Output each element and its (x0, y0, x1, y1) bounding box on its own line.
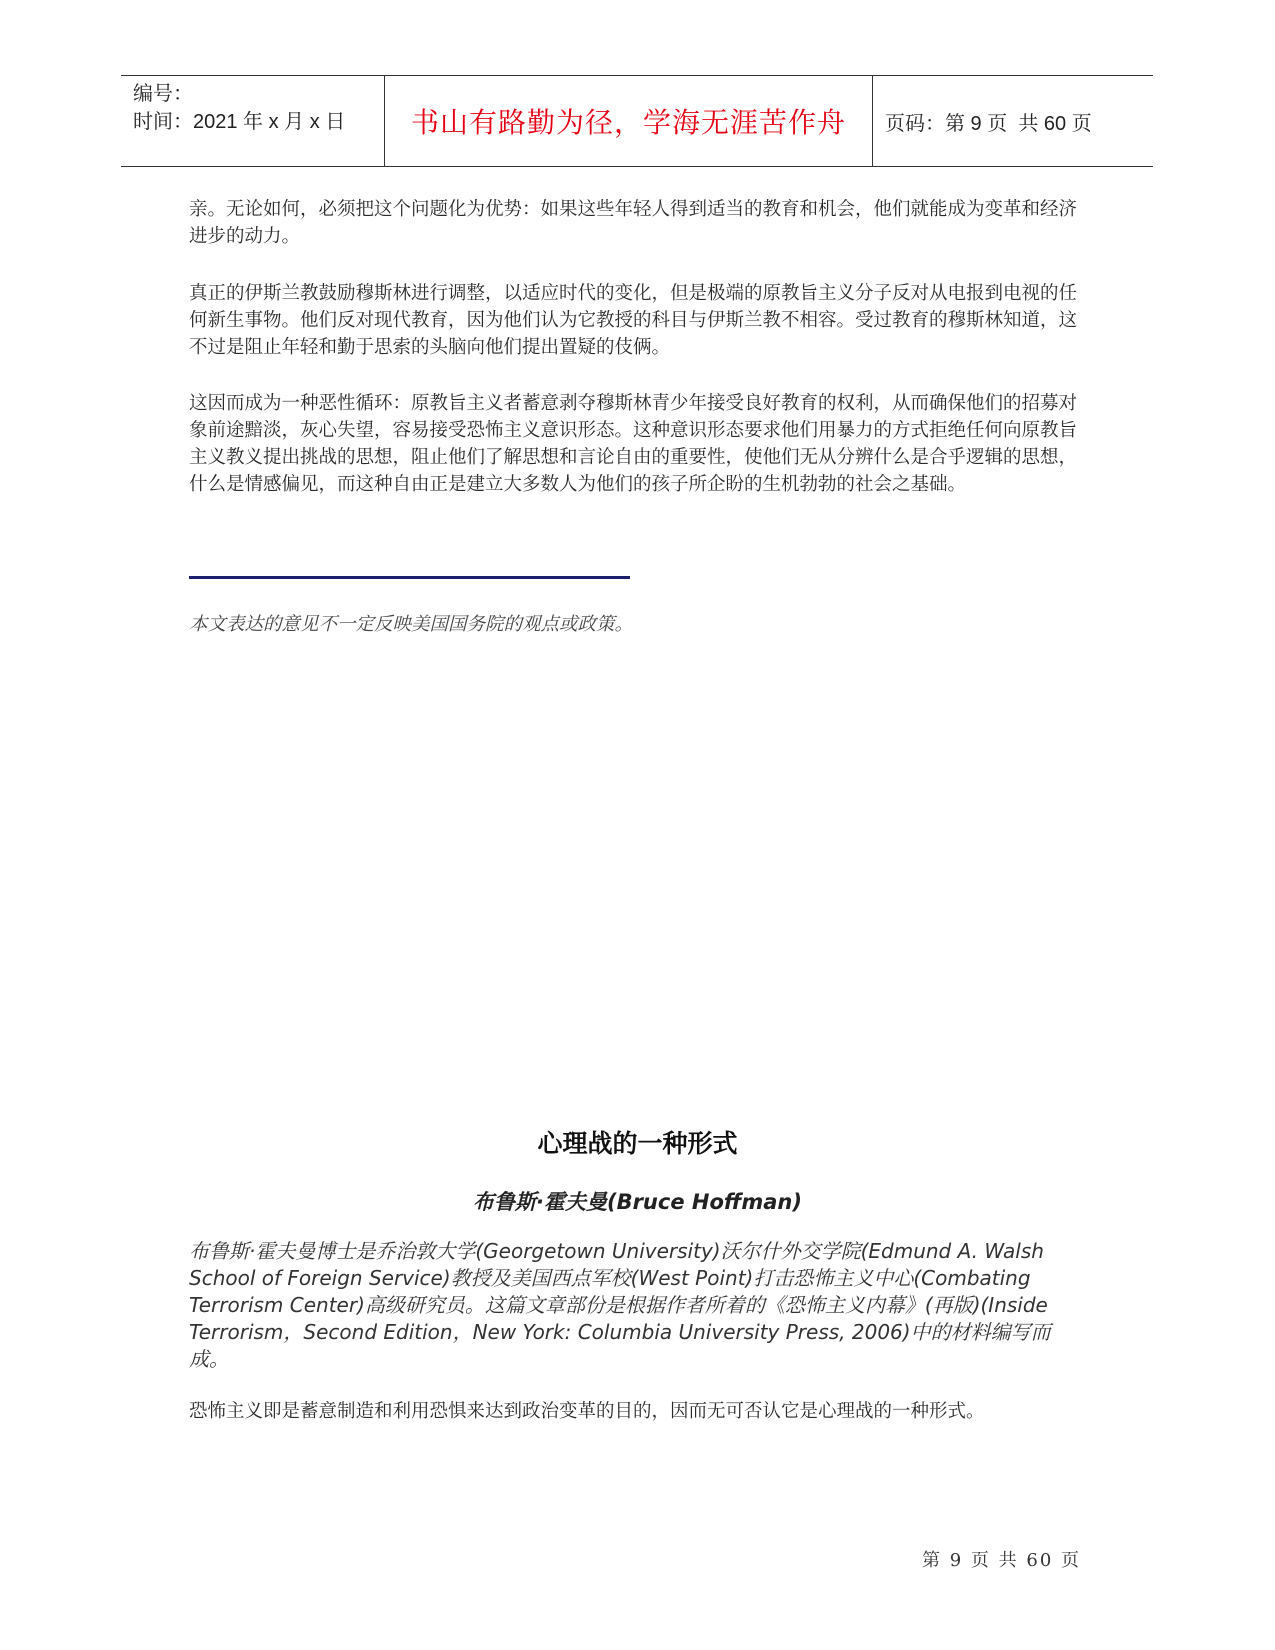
body-paragraph: 亲。无论如何，必须把这个问题化为优势：如果这些年轻人得到适当的教育和机会，他们就能成为变革和经济进步的动力。 (189, 199, 1078, 247)
body-paragraph: 真正的伊斯兰教鼓励穆斯林进行调整，以适应时代的变化，但是极端的原教旨主义分子反对从电报到电视的任何新生事物。他们反对现代教育，因为他们认为它教授的科目与伊斯兰教不相容。受过教育的穆斯林知道，这不过是阻止年轻和勤于思索的头脑向他们提出置疑的伎俩。 (189, 283, 1078, 358)
header-motto: 书山有路勤为径，学海无涯苦作舟 (385, 76, 873, 166)
disclaimer-text: 本文表达的意见不一定反映美国国务院的观点或政策。 (189, 614, 634, 635)
document-header (121, 75, 1153, 167)
article-intro-paragraph: 恐怖主义即是蓄意制造和利用恐惧来达到政治变革的目的，因而无可否认它是心理战的一种形式。 (189, 1401, 985, 1422)
header-page-info (873, 76, 1153, 166)
header-page-info-text: 页码：第 9 页 共 60 页 (885, 112, 1092, 135)
article-title: 心理战的一种形式 (537, 1129, 738, 1158)
author-bio: 布鲁斯·霍夫曼博士是乔治敦大学(Georgetown University)沃尔什外交学院(Edmund A. Walsh School of Foreign Service)教授及美国西点军校(West Point)打击恐怖主义中心(Combating Terrorism Center)高级研究员。这篇文章部份是根据作者所着的《恐怖主义内幕》(再版)(Inside Terrorism，Second Edition，New York: Columbia University Press, 2006)中的材料编写而成。 (189, 1239, 1051, 1371)
article-author: 布鲁斯·霍夫曼(Bruce Hoffman) (473, 1190, 802, 1214)
section-divider (189, 576, 630, 579)
document-time-label: 时间：2021 年 x 月 x 日 (133, 111, 346, 133)
header-meta (121, 76, 385, 166)
body-paragraph: 这因而成为一种恶性循环：原教旨主义者蓄意剥夺穆斯林青少年接受良好教育的权利，从而确保他们的招募对象前途黯淡，灰心失望，容易接受恐怖主义意识形态。这种意识形态要求他们用暴力的方式拒绝任何向原教旨主义教义提出挑战的思想，阻止他们了解思想和言论自由的重要性，使他们无从分辨什么是合乎逻辑的思想，什么是情感偏见，而这种自由正是建立大多数人为他们的孩子所企盼的生机勃勃的社会之基础。 (189, 393, 1078, 495)
document-number-label: 编号： (133, 83, 193, 105)
page-footer: 第 9 页 共 60 页 (922, 1550, 1081, 1571)
